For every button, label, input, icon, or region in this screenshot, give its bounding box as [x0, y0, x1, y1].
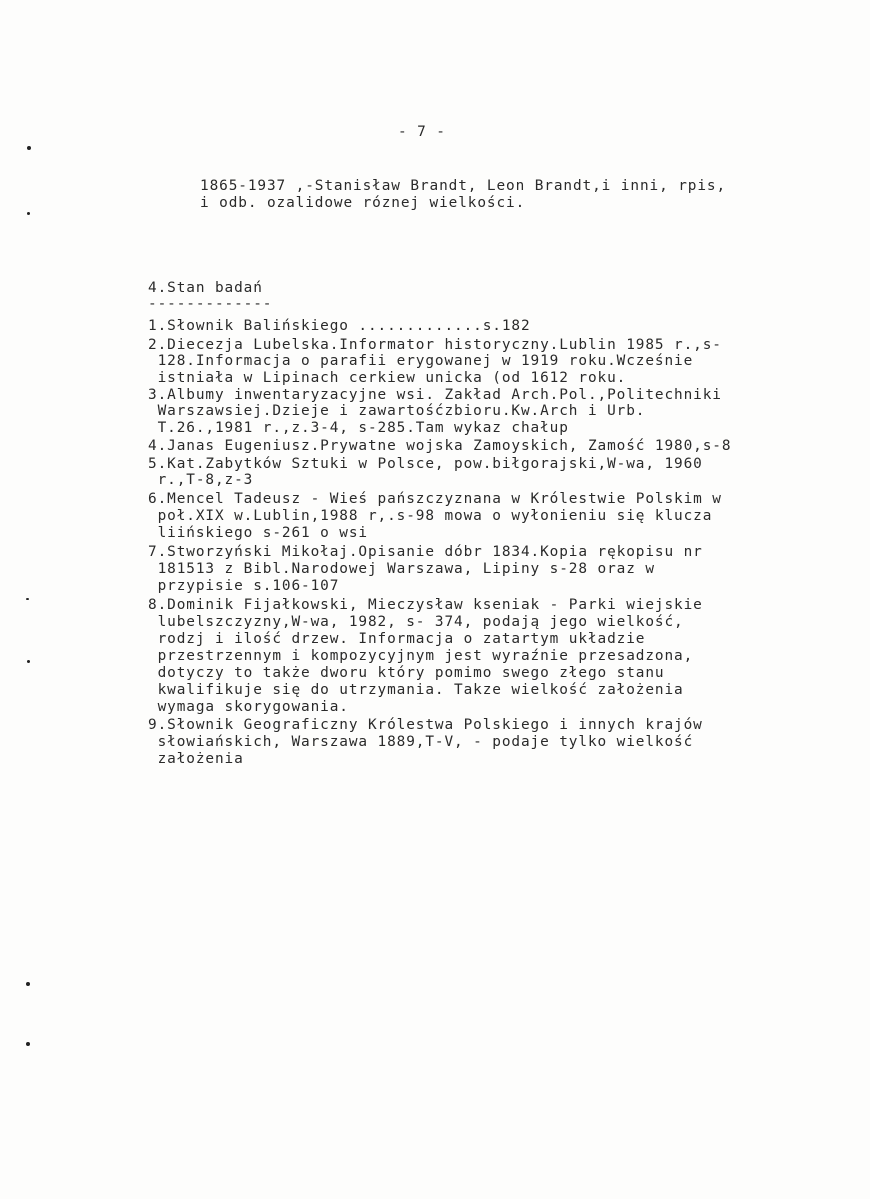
- scan-speck: [26, 982, 30, 986]
- entry-9-line-3: założenia: [148, 751, 244, 767]
- intro-line-1: 1865-1937 ,-Stanisław Brandt, Leon Brandt,i inni, rpis,: [200, 178, 727, 194]
- scan-speck: [26, 1042, 30, 1046]
- entry-5-line-1: 5.Kat.Zabytków Sztuki w Polsce, pow.biłgorajski,W-wa, 1960: [148, 456, 703, 472]
- entry-6-line-3: liińskiego s-261 o wsi: [148, 525, 368, 541]
- section-heading: 4.Stan badań: [148, 280, 263, 296]
- entry-8-line-6: kwalifikuje się do utrzymania. Takze wielkość założenia: [148, 682, 684, 698]
- entry-9-line-2: słowiańskich, Warszawa 1889,T-V, - podaje tylko wielkość: [148, 734, 694, 750]
- entry-7-line-3: przypisie s.106-107: [148, 578, 340, 594]
- entry-6-line-1: 6.Mencel Tadeusz - Wieś pańszczyznana w Królestwie Polskim w: [148, 491, 722, 507]
- scan-speck: [27, 146, 31, 150]
- entry-7-line-1: 7.Stworzyński Mikołaj.Opisanie dóbr 1834.Kopia rękopisu nr: [148, 544, 703, 560]
- section-rule: -------------: [148, 296, 273, 312]
- entry-3-line-1: 3.Albumy inwentaryzacyjne wsi. Zakład Arch.Pol.,Politechniki: [148, 387, 722, 403]
- entry-8-line-4: przestrzennym i kompozycyjnym jest wyraźnie przesadzona,: [148, 648, 694, 664]
- entry-7-line-2: 181513 z Bibl.Narodowej Warszawa, Lipiny s-28 oraz w: [148, 561, 655, 577]
- entry-8-line-2: lubelszczyzny,W-wa, 1982, s- 374, podają jego wielkość,: [148, 614, 684, 630]
- entry-9-line-1: 9.Słownik Geograficzny Królestwa Polskiego i innych krajów: [148, 717, 703, 733]
- entry-4-line-1: 4.Janas Eugeniusz.Prywatne wojska Zamoyskich, Zamość 1980,s-8: [148, 438, 732, 454]
- entry-3-line-2: Warszawsiej.Dzieje i zawartośćzbioru.Kw.Arch i Urb.: [148, 403, 646, 419]
- entry-2-line-3: istniała w Lipinach cerkiew unicka (od 1612 roku.: [148, 370, 627, 386]
- scan-speck: [26, 598, 29, 600]
- entry-8-line-7: wymaga skorygowania.: [148, 699, 349, 715]
- entry-6-line-2: poł.XIX w.Lublin,1988 r,.s-98 mowa o wyłonieniu się klucza: [148, 508, 713, 524]
- entry-8-line-5: dotyczy to także dworu który pomimo swego złego stanu: [148, 665, 665, 681]
- entry-8-line-1: 8.Dominik Fijałkowski, Mieczysław kseniak - Parki wiejskie: [148, 597, 703, 613]
- entry-3-line-3: T.26.,1981 r.,z.3-4, s-285.Tam wykaz chałup: [148, 420, 569, 436]
- intro-line-2: i odb. ozalidowe róznej wielkości.: [200, 195, 526, 211]
- scan-speck: [27, 660, 30, 663]
- entry-5-line-2: r.,T-8,z-3: [148, 472, 254, 488]
- entry-1-line-1: 1.Słownik Balińskiego .............s.182: [148, 318, 531, 334]
- scan-speck: [27, 212, 30, 215]
- entry-2-line-2: 128.Informacja o parafii erygowanej w 1919 roku.Wcześnie: [148, 353, 694, 369]
- entry-8-line-3: rodzj i ilość drzew. Informacja o zatartym układzie: [148, 631, 646, 647]
- page-number: - 7 -: [398, 124, 446, 140]
- entry-2-line-1: 2.Diecezja Lubelska.Informator historyczny.Lublin 1985 r.,s-: [148, 337, 722, 353]
